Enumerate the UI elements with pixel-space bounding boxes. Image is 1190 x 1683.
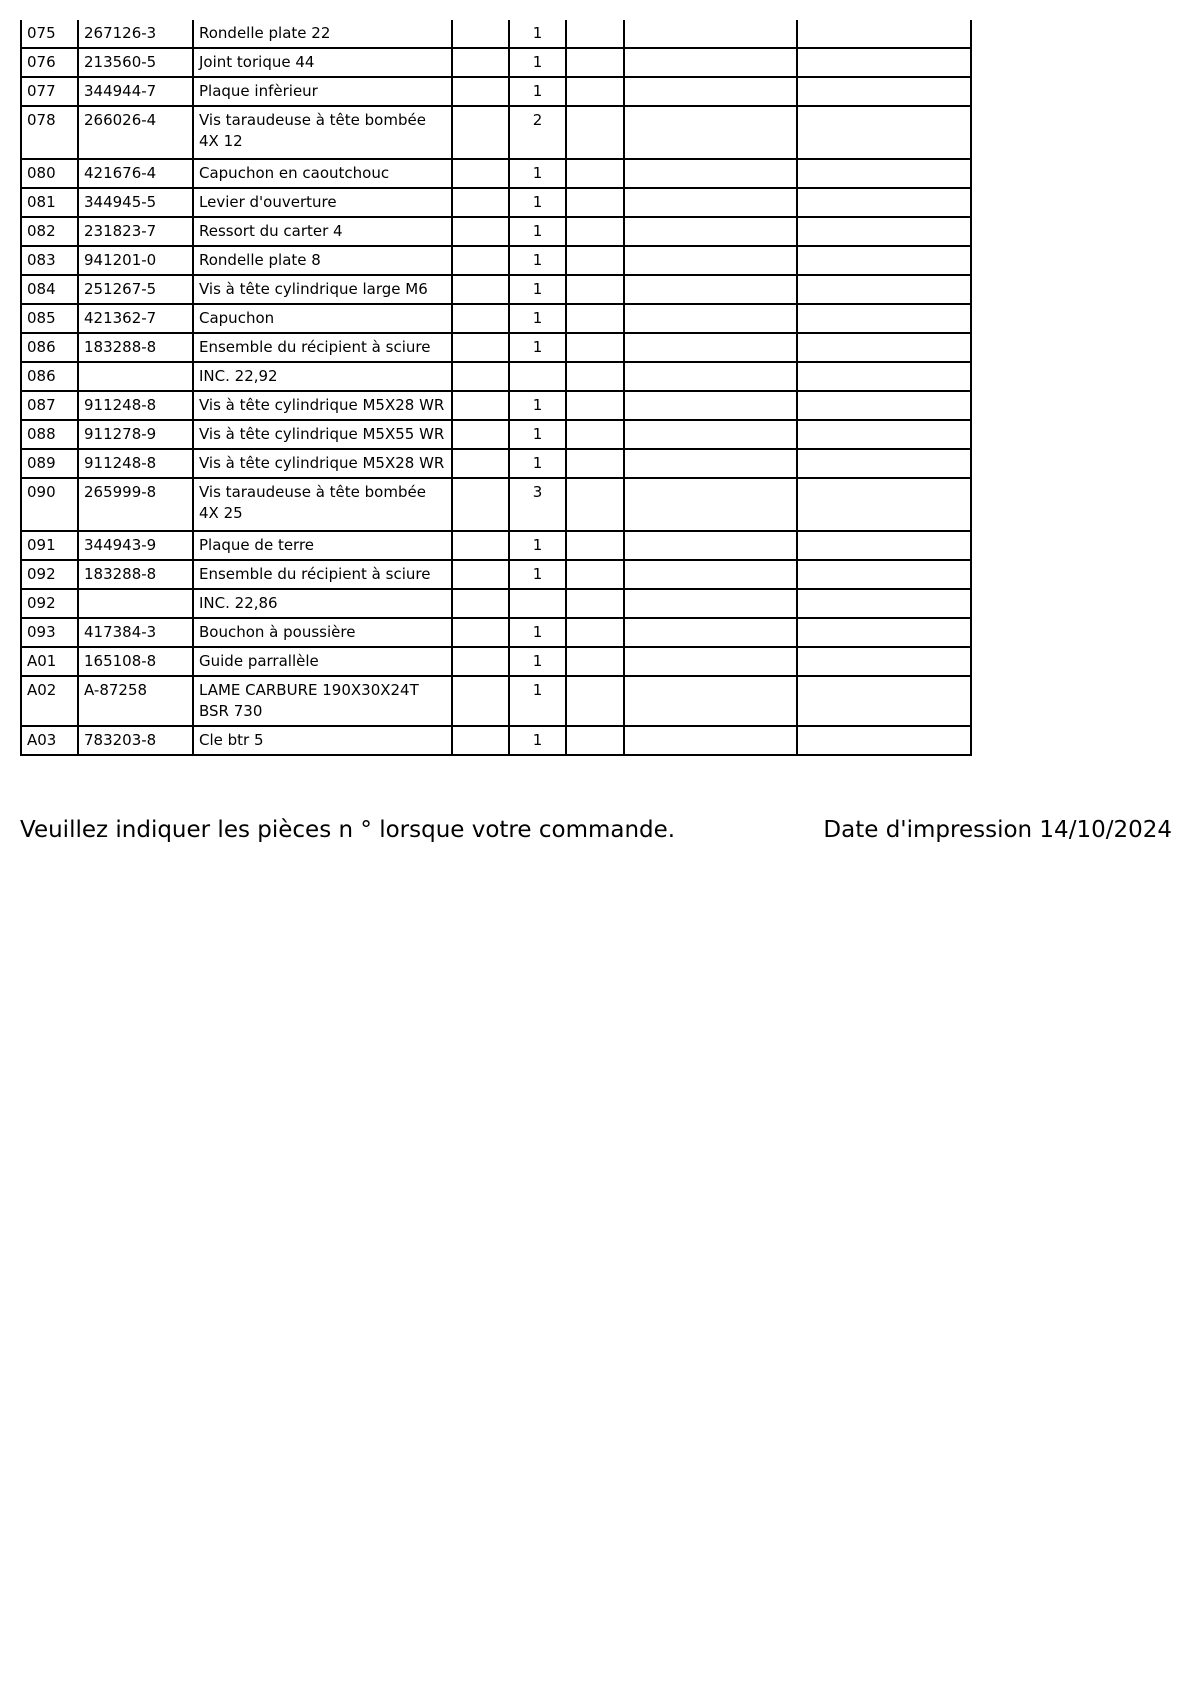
table-row — [21, 726, 971, 755]
cell-part-no: 344943-9 — [78, 531, 193, 560]
cell-description: Plaque de terre — [193, 531, 452, 560]
cell-empty — [452, 246, 509, 275]
cell-empty — [797, 589, 971, 618]
cell-item-no: 087 — [21, 391, 78, 420]
cell-part-no — [78, 362, 193, 391]
cell-empty — [797, 217, 971, 246]
table-row — [21, 676, 971, 726]
cell-quantity: 2 — [509, 106, 566, 159]
cell-item-no: 089 — [21, 449, 78, 478]
cell-item-no: 077 — [21, 77, 78, 106]
cell-quantity: 1 — [509, 618, 566, 647]
cell-item-no: 076 — [21, 48, 78, 77]
cell-empty — [624, 362, 797, 391]
cell-empty — [566, 531, 624, 560]
table-row — [21, 275, 971, 304]
cell-part-no: 183288-8 — [78, 560, 193, 589]
cell-empty — [797, 449, 971, 478]
cell-empty — [452, 106, 509, 159]
cell-quantity: 1 — [509, 217, 566, 246]
cell-part-no: 783203-8 — [78, 726, 193, 755]
cell-quantity: 1 — [509, 77, 566, 106]
cell-description: Ensemble du récipient à sciure — [193, 333, 452, 362]
cell-item-no: 086 — [21, 333, 78, 362]
cell-description: Rondelle plate 22 — [193, 20, 452, 48]
cell-part-no: 344944-7 — [78, 77, 193, 106]
cell-empty — [566, 77, 624, 106]
cell-empty — [797, 726, 971, 755]
cell-description: Vis taraudeuse à tête bombée 4X 25 — [193, 478, 452, 531]
table-row — [21, 188, 971, 217]
cell-item-no: A02 — [21, 676, 78, 726]
cell-quantity: 1 — [509, 560, 566, 589]
cell-empty — [797, 106, 971, 159]
cell-description: Plaque infèrieur — [193, 77, 452, 106]
parts-table-body — [21, 20, 971, 755]
cell-description: Rondelle plate 8 — [193, 246, 452, 275]
table-row — [21, 333, 971, 362]
cell-item-no: 080 — [21, 159, 78, 188]
cell-empty — [797, 647, 971, 676]
cell-empty — [797, 560, 971, 589]
cell-empty — [797, 362, 971, 391]
cell-empty — [452, 449, 509, 478]
cell-quantity — [509, 589, 566, 618]
cell-empty — [624, 478, 797, 531]
cell-empty — [797, 304, 971, 333]
cell-empty — [624, 589, 797, 618]
cell-item-no: A01 — [21, 647, 78, 676]
cell-empty — [452, 333, 509, 362]
cell-empty — [624, 333, 797, 362]
cell-description: Vis à tête cylindrique large M6 — [193, 275, 452, 304]
cell-part-no: 417384-3 — [78, 618, 193, 647]
cell-empty — [797, 246, 971, 275]
cell-item-no: 083 — [21, 246, 78, 275]
cell-item-no: 092 — [21, 589, 78, 618]
cell-empty — [452, 420, 509, 449]
cell-empty — [452, 589, 509, 618]
cell-empty — [797, 188, 971, 217]
cell-empty — [797, 77, 971, 106]
cell-empty — [566, 333, 624, 362]
cell-empty — [624, 304, 797, 333]
cell-empty — [452, 726, 509, 755]
table-row — [21, 362, 971, 391]
table-row — [21, 589, 971, 618]
table-row — [21, 77, 971, 106]
cell-empty — [566, 391, 624, 420]
cell-empty — [452, 188, 509, 217]
cell-part-no: 265999-8 — [78, 478, 193, 531]
cell-part-no: 344945-5 — [78, 188, 193, 217]
cell-empty — [624, 560, 797, 589]
cell-empty — [624, 77, 797, 106]
cell-item-no: 075 — [21, 20, 78, 48]
cell-item-no: A03 — [21, 726, 78, 755]
table-row — [21, 420, 971, 449]
cell-quantity: 1 — [509, 304, 566, 333]
cell-description: Vis taraudeuse à tête bombée 4X 12 — [193, 106, 452, 159]
cell-empty — [566, 618, 624, 647]
cell-empty — [566, 106, 624, 159]
cell-description: Vis à tête cylindrique M5X28 WR — [193, 449, 452, 478]
cell-empty — [624, 449, 797, 478]
cell-empty — [624, 20, 797, 48]
table-row — [21, 618, 971, 647]
cell-empty — [452, 20, 509, 48]
cell-item-no: 091 — [21, 531, 78, 560]
cell-empty — [797, 420, 971, 449]
cell-empty — [797, 676, 971, 726]
cell-empty — [452, 77, 509, 106]
cell-item-no: 085 — [21, 304, 78, 333]
cell-part-no: 421676-4 — [78, 159, 193, 188]
cell-empty — [624, 275, 797, 304]
cell-empty — [566, 647, 624, 676]
cell-empty — [566, 304, 624, 333]
cell-description: Cle btr 5 — [193, 726, 452, 755]
cell-empty — [797, 478, 971, 531]
table-row — [21, 106, 971, 159]
cell-empty — [624, 391, 797, 420]
cell-empty — [566, 20, 624, 48]
table-row — [21, 48, 971, 77]
cell-empty — [797, 159, 971, 188]
cell-empty — [452, 391, 509, 420]
cell-empty — [566, 217, 624, 246]
table-row — [21, 20, 971, 48]
cell-quantity: 1 — [509, 159, 566, 188]
order-instruction-note: Veuillez indiquer les pièces n ° lorsque votre commande. — [20, 817, 676, 843]
cell-empty — [452, 478, 509, 531]
cell-empty — [566, 449, 624, 478]
cell-empty — [797, 618, 971, 647]
cell-description: Vis à tête cylindrique M5X28 WR — [193, 391, 452, 420]
cell-part-no: 231823-7 — [78, 217, 193, 246]
cell-empty — [797, 275, 971, 304]
cell-empty — [624, 48, 797, 77]
cell-part-no: 165108-8 — [78, 647, 193, 676]
cell-item-no: 090 — [21, 478, 78, 531]
cell-quantity: 3 — [509, 478, 566, 531]
cell-description: Ensemble du récipient à sciure — [193, 560, 452, 589]
cell-description: INC. 22,92 — [193, 362, 452, 391]
cell-empty — [566, 676, 624, 726]
cell-empty — [566, 478, 624, 531]
cell-description: LAME CARBURE 190X30X24T BSR 730 — [193, 676, 452, 726]
cell-empty — [452, 618, 509, 647]
cell-empty — [624, 159, 797, 188]
table-row — [21, 217, 971, 246]
cell-description: INC. 22,86 — [193, 589, 452, 618]
cell-empty — [566, 362, 624, 391]
cell-empty — [452, 48, 509, 77]
table-row — [21, 647, 971, 676]
cell-empty — [624, 618, 797, 647]
cell-empty — [452, 676, 509, 726]
cell-empty — [452, 304, 509, 333]
cell-empty — [624, 106, 797, 159]
cell-quantity: 1 — [509, 275, 566, 304]
cell-empty — [566, 589, 624, 618]
cell-empty — [624, 647, 797, 676]
cell-empty — [797, 333, 971, 362]
cell-description: Joint torique 44 — [193, 48, 452, 77]
table-row — [21, 531, 971, 560]
cell-description: Bouchon à poussière — [193, 618, 452, 647]
cell-quantity: 1 — [509, 647, 566, 676]
cell-empty — [797, 531, 971, 560]
cell-empty — [566, 726, 624, 755]
table-row — [21, 560, 971, 589]
cell-empty — [624, 726, 797, 755]
cell-quantity: 1 — [509, 391, 566, 420]
cell-part-no — [78, 589, 193, 618]
table-row — [21, 159, 971, 188]
cell-part-no: 911248-8 — [78, 391, 193, 420]
cell-empty — [797, 391, 971, 420]
cell-quantity: 1 — [509, 676, 566, 726]
cell-part-no: 911248-8 — [78, 449, 193, 478]
cell-part-no: A-87258 — [78, 676, 193, 726]
cell-description: Capuchon — [193, 304, 452, 333]
cell-item-no: 082 — [21, 217, 78, 246]
cell-quantity: 1 — [509, 449, 566, 478]
cell-quantity: 1 — [509, 420, 566, 449]
cell-part-no: 266026-4 — [78, 106, 193, 159]
cell-empty — [452, 560, 509, 589]
cell-part-no: 251267-5 — [78, 275, 193, 304]
cell-empty — [452, 159, 509, 188]
cell-empty — [624, 246, 797, 275]
cell-empty — [566, 420, 624, 449]
cell-empty — [566, 188, 624, 217]
cell-empty — [624, 217, 797, 246]
cell-empty — [624, 531, 797, 560]
cell-part-no: 421362-7 — [78, 304, 193, 333]
cell-empty — [566, 48, 624, 77]
cell-quantity: 1 — [509, 48, 566, 77]
cell-item-no: 092 — [21, 560, 78, 589]
cell-quantity: 1 — [509, 333, 566, 362]
cell-empty — [452, 362, 509, 391]
cell-empty — [452, 217, 509, 246]
cell-part-no: 941201-0 — [78, 246, 193, 275]
cell-item-no: 088 — [21, 420, 78, 449]
cell-part-no: 267126-3 — [78, 20, 193, 48]
cell-quantity: 1 — [509, 531, 566, 560]
cell-empty — [797, 48, 971, 77]
table-row — [21, 449, 971, 478]
table-row — [21, 478, 971, 531]
table-row — [21, 391, 971, 420]
cell-part-no: 213560-5 — [78, 48, 193, 77]
print-date: Date d'impression 14/10/2024 — [823, 817, 1172, 843]
cell-empty — [452, 531, 509, 560]
cell-description: Levier d'ouverture — [193, 188, 452, 217]
cell-part-no: 183288-8 — [78, 333, 193, 362]
cell-empty — [566, 275, 624, 304]
cell-quantity: 1 — [509, 188, 566, 217]
cell-empty — [452, 275, 509, 304]
cell-item-no: 081 — [21, 188, 78, 217]
cell-item-no: 093 — [21, 618, 78, 647]
cell-empty — [624, 676, 797, 726]
cell-item-no: 078 — [21, 106, 78, 159]
cell-description: Guide parrallèle — [193, 647, 452, 676]
cell-empty — [566, 246, 624, 275]
cell-description: Capuchon en caoutchouc — [193, 159, 452, 188]
table-row — [21, 246, 971, 275]
cell-quantity — [509, 362, 566, 391]
cell-part-no: 911278-9 — [78, 420, 193, 449]
cell-item-no: 086 — [21, 362, 78, 391]
cell-empty — [566, 159, 624, 188]
cell-quantity: 1 — [509, 726, 566, 755]
cell-description: Vis à tête cylindrique M5X55 WR — [193, 420, 452, 449]
cell-empty — [797, 20, 971, 48]
cell-empty — [624, 420, 797, 449]
cell-empty — [452, 647, 509, 676]
cell-empty — [624, 188, 797, 217]
table-row — [21, 304, 971, 333]
parts-table — [20, 20, 972, 756]
cell-quantity: 1 — [509, 20, 566, 48]
cell-empty — [566, 560, 624, 589]
cell-quantity: 1 — [509, 246, 566, 275]
cell-item-no: 084 — [21, 275, 78, 304]
cell-description: Ressort du carter 4 — [193, 217, 452, 246]
